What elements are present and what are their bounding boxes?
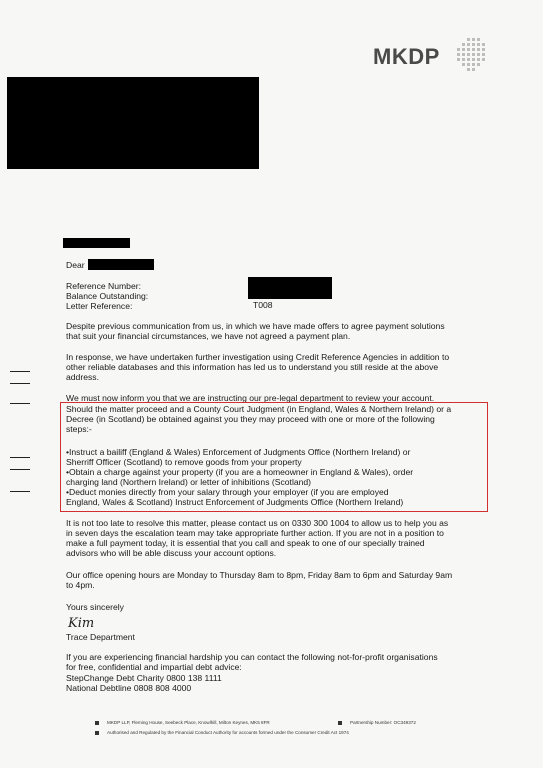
- bullet-salary-deduction: •Deduct monies directly from your salary through your employer (if you are employed England, Wales & Scotland) Instruct Enforcement of Judgments Office (Northern Ireland): [66, 487, 404, 507]
- redacted-name-line: [63, 238, 130, 248]
- reference-number-label: Reference Number:: [66, 281, 141, 291]
- department-name: Trace Department: [66, 632, 135, 642]
- footer-partnership-line: [338, 720, 416, 726]
- paragraph-opening-hours: Our office opening hours are Monday to Thursday 8am to 8pm, Friday 8am to 6pm and Saturday 9am to 4pm.: [66, 570, 453, 590]
- margin-mark: [10, 491, 30, 492]
- margin-mark: [10, 371, 30, 372]
- salutation: Dear: [66, 260, 85, 270]
- footer-partnership: Partnership Number: OC349372: [350, 720, 416, 725]
- paragraph-debt-advice: If you are experiencing financial hardship you can contact the following not-for-profit organisations for free, confidential and impartial debt advice:: [66, 652, 438, 672]
- margin-mark: [10, 457, 30, 458]
- letter-reference-label: Letter Reference:: [66, 301, 133, 311]
- company-logo-text: MKDP: [373, 44, 440, 69]
- letter-reference-value: T008: [253, 300, 273, 310]
- national-debtline-contact: National Debtline 0808 808 4000: [66, 683, 192, 693]
- redacted-address-block: [7, 77, 259, 169]
- closing: Yours sincerely: [66, 602, 124, 612]
- bullet-property-charge: •Obtain a charge against your property (if you are a homeowner in England & Wales), order charging land (Northern Ireland) or letter of inhibitions (Scotland): [66, 467, 414, 487]
- margin-mark: [10, 469, 30, 470]
- paragraph-court-judgment: Should the matter proceed and a County Court Judgment (in England, Wales & Northern Ireland) or a Decree (in Scotland) be obtained against you they may proceed with one or more of the following steps:-: [66, 404, 452, 434]
- bullet-square-icon: [95, 731, 99, 735]
- redacted-salutation-name: [88, 259, 154, 270]
- margin-mark: [10, 383, 30, 384]
- footer-regulation: Authorised and Regulated by the Financial Conduct Authority for accounts formed under the Consumer Credit Act 1974: [107, 730, 349, 735]
- footer-address: MKDP LLP, Fleming House, Seebeck Place, Knowlhill, Milton Keynes, MK5 8FR: [107, 720, 270, 725]
- logo-dots-icon: [455, 38, 489, 72]
- balance-outstanding-label: Balance Outstanding:: [66, 291, 149, 301]
- paragraph-contact-us: It is not too late to resolve this matter, please contact us on 0330 300 1004 to allow us to help you as in seven days the escalation team may take appropriate further action. If you are not in a position to make a full payment today, it is essential that you call and speak to one of our specially trained advisors who will be able discuss your account options.: [66, 518, 449, 558]
- paragraph-pre-legal-notice: We must now inform you that we are instructing our pre-legal department to review your account.: [66, 393, 435, 403]
- paragraph-previous-communication: Despite previous communication from us, in which we have made offers to agree payment solutions that suit your financial circumstances, we have not agreed a payment plan.: [66, 321, 445, 341]
- footer-address-line: [95, 720, 270, 726]
- bullet-square-icon: [95, 721, 99, 725]
- bullet-bailiff: •Instruct a bailiff (England & Wales) Enforcement of Judgments Office (Northern Ireland) or Sherriff Officer (Scotland) to remove goods from your property: [66, 447, 411, 467]
- margin-mark: [10, 403, 30, 404]
- stepchange-contact: StepChange Debt Charity 0800 138 1111: [66, 673, 222, 683]
- bullet-square-icon: [338, 721, 342, 725]
- paragraph-investigation: In response, we have undertaken further investigation using Credit Reference Agencies in addition to other reliable databases and this information has led us to understand you still reside at the above address.: [66, 352, 450, 382]
- signature: Kim: [68, 616, 95, 631]
- redacted-reference-values: [248, 277, 332, 299]
- footer-regulation-line: [95, 730, 349, 736]
